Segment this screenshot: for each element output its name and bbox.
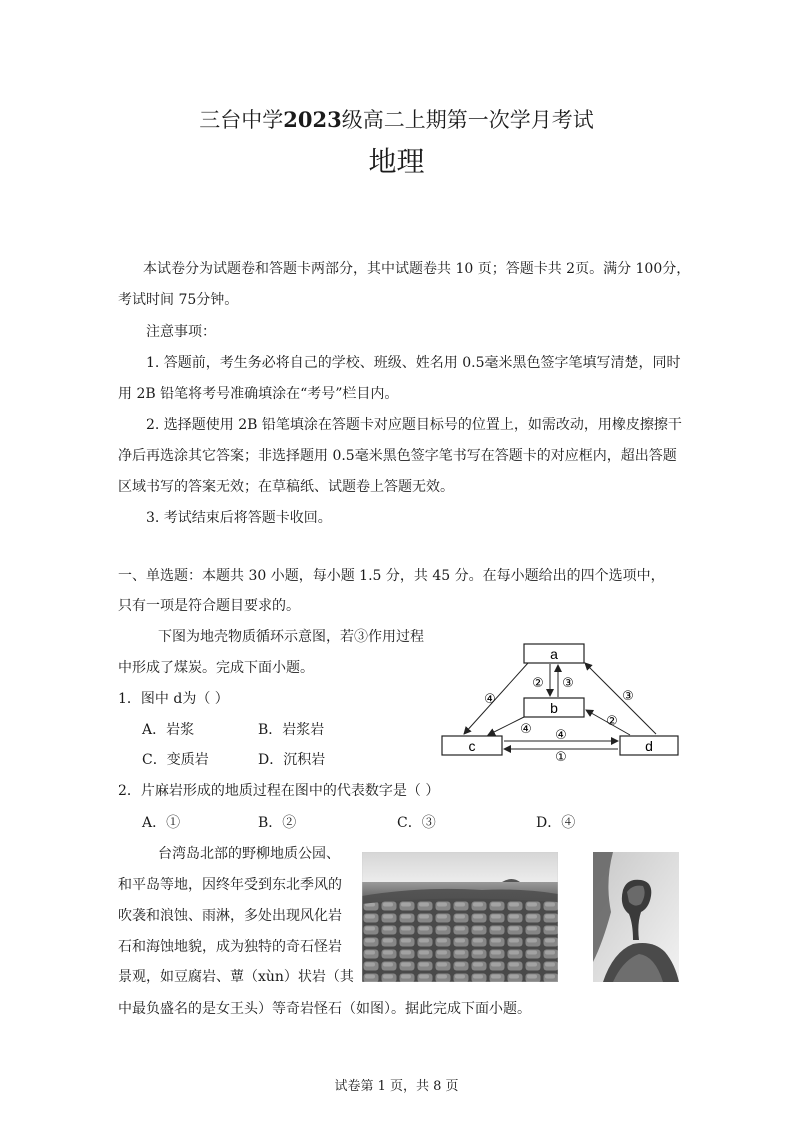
intro-line-1: 本试卷分为试题卷和答题卡两部分，其中试题卷共 10 页；答题卡共 2页。满分 100分， bbox=[143, 261, 691, 277]
q2-option-b: B．② bbox=[258, 815, 297, 831]
group-2-line-6: 中最负盛名的是女王头）等奇岩怪石（如图）。据此完成下面小题。 bbox=[118, 1001, 531, 1017]
question-2: 2．片麻岩形成的地质过程在图中的代表数字是（ ） bbox=[118, 783, 440, 799]
label-1-dc: ① bbox=[555, 750, 567, 762]
box-a-label: a bbox=[550, 646, 558, 662]
group-2-line-3: 吹袭和浪蚀、雨淋，多处出现风化岩 bbox=[118, 908, 342, 924]
question-1: 1．图中 d为（ ） bbox=[118, 691, 229, 707]
group-1-stem-line-2: 中形成了煤炭。完成下面小题。 bbox=[118, 660, 314, 676]
section-1-line-2: 只有一项是符合题目要求的。 bbox=[118, 598, 300, 614]
q2-option-a: A．① bbox=[142, 815, 181, 831]
group-2-line-5: 景观，如豆腐岩、蕈（xùn）状岩（其 bbox=[118, 969, 354, 985]
group-2-line-4: 石和海蚀地貌，成为独特的奇石怪岩 bbox=[118, 939, 342, 955]
notice-3: 3. 考试结束后将答题卡收回。 bbox=[146, 510, 332, 526]
arrow-d-to-a bbox=[585, 663, 656, 734]
subject-title: 地理 bbox=[368, 145, 425, 178]
notice-2-line-1: 2. 选择题使用 2B 铅笔填涂在答题卡对应题目标号的位置上，如需改动，用橡皮擦擦干 bbox=[146, 417, 682, 433]
group-1-stem-line-1: 下图为地壳物质循环示意图，若③作用过程 bbox=[158, 629, 424, 645]
q1-option-c: C．变质岩 bbox=[142, 752, 209, 768]
label-2-db: ② bbox=[606, 714, 618, 729]
box-b-label: b bbox=[550, 700, 558, 716]
box-c-label: c bbox=[468, 738, 476, 754]
notice-1-line-1: 1. 答题前，考生务必将自己的学校、班级、姓名用 0.5毫米黑色签字笔填写清楚，同时 bbox=[146, 355, 681, 371]
section-1-line-1: 一、单选题：本题共 30 小题，每小题 1.5 分，共 45 分。在每小题给出的四个选项中， bbox=[118, 568, 665, 584]
label-4-cd: ④ bbox=[555, 728, 567, 743]
notice-title: 注意事项： bbox=[146, 324, 216, 340]
label-3-right: ③ bbox=[622, 689, 634, 704]
arrow-b-to-c bbox=[488, 717, 524, 735]
tofu-rock-photo bbox=[362, 852, 558, 982]
page-footer: 试卷第 1 页，共 8 页 bbox=[334, 1079, 459, 1094]
queens-head-rock-photo bbox=[593, 852, 679, 982]
label-4-left: ④ bbox=[484, 692, 496, 707]
label-2-center: ② bbox=[532, 676, 544, 691]
notice-1-line-2: 用 2B 铅笔将考号准确填涂在“考号”栏目内。 bbox=[118, 386, 399, 402]
box-d-label: d bbox=[645, 738, 653, 754]
notice-2-line-3: 区域书写的答案无效；在草稿纸、试题卷上答题无效。 bbox=[118, 479, 454, 495]
title-suffix: 级高二上期第一次学月考试 bbox=[341, 108, 594, 132]
label-3-center: ③ bbox=[562, 676, 574, 691]
q2-option-d: D．④ bbox=[536, 815, 576, 831]
q1-option-b: B．岩浆岩 bbox=[258, 722, 325, 738]
q1-option-d: D．沉积岩 bbox=[258, 752, 326, 768]
q2-option-c: C．③ bbox=[397, 815, 436, 831]
rock-cycle-diagram bbox=[438, 640, 682, 762]
notice-2-line-2: 净后再选涂其它答案；非选择题用 0.5毫米黑色签字笔书写在答题卡的对应框内，超出答题 bbox=[118, 448, 677, 464]
title-prefix: 三台中学 bbox=[199, 108, 284, 132]
exam-title bbox=[0, 104, 793, 134]
title-year: 2023 bbox=[283, 107, 342, 132]
arrow-a-to-c bbox=[464, 663, 528, 734]
group-2-line-1: 台湾岛北部的野柳地质公园、 bbox=[158, 846, 340, 862]
intro-line-2: 考试时间 75分钟。 bbox=[118, 292, 239, 308]
label-4-bc: ④ bbox=[520, 722, 532, 737]
q1-option-a: A．岩浆 bbox=[142, 722, 195, 738]
group-2-line-2: 和平岛等地，因终年受到东北季风的 bbox=[118, 877, 342, 893]
